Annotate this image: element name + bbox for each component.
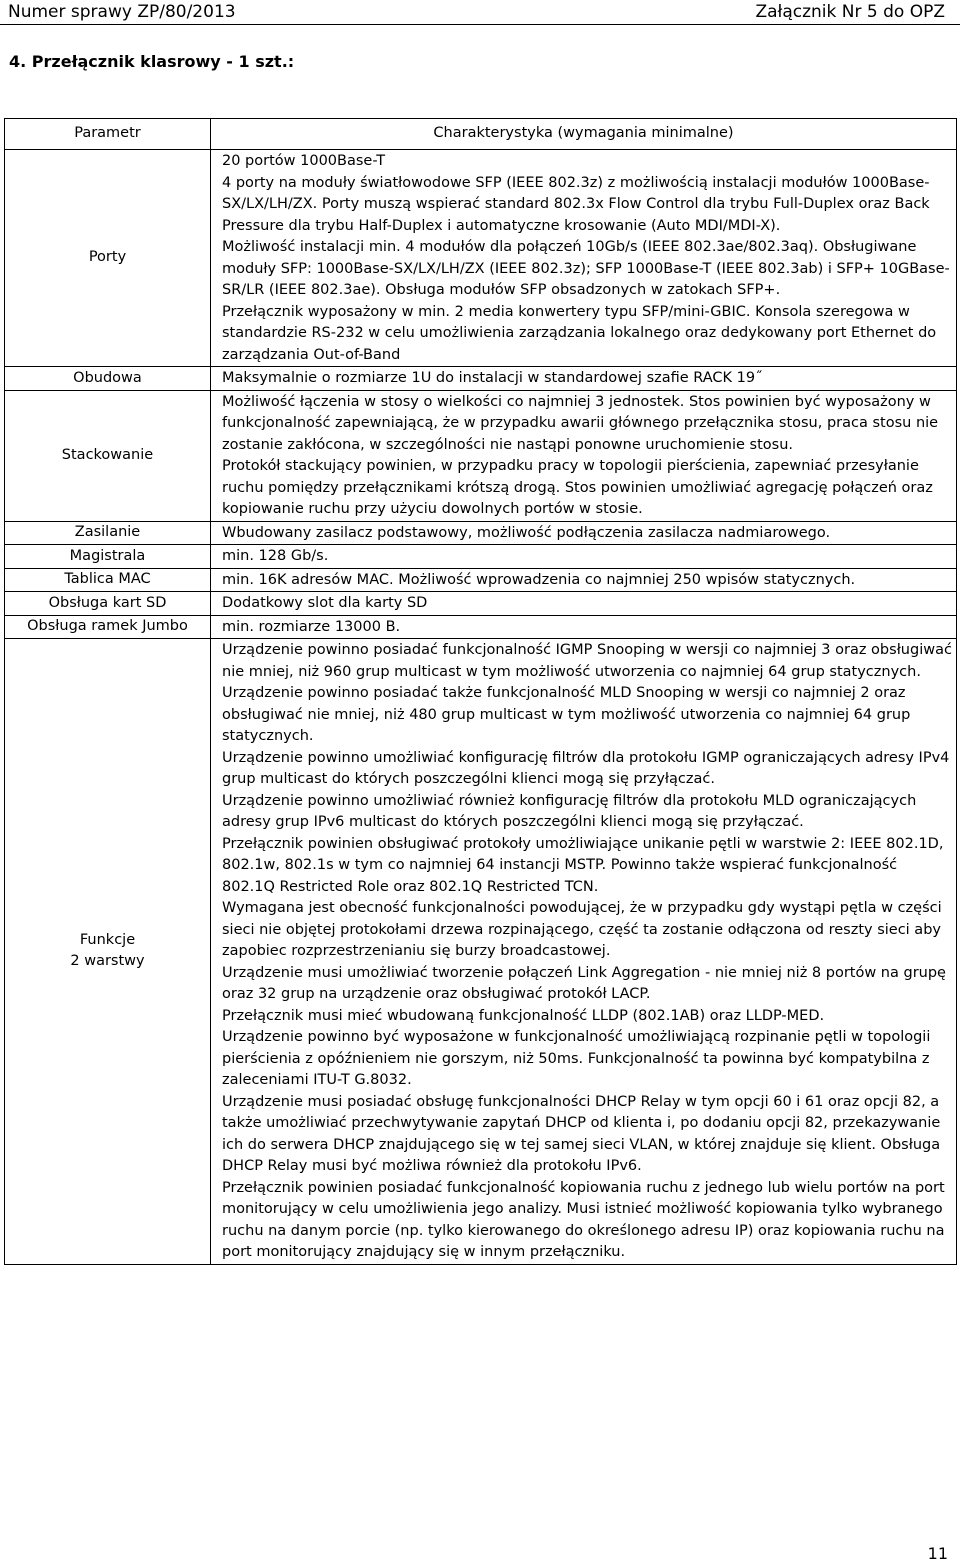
desc-paragraph: min. 16K adresów MAC. Możliwość wprowadzenia co najmniej 250 wpisów statycznych. — [222, 571, 856, 588]
desc-paragraph: min. rozmiarze 13000 B. — [222, 618, 401, 635]
desc-paragraph: Wbudowany zasilacz podstawowy, możliwość podłączenia zasilacza nadmiarowego. — [222, 524, 831, 541]
desc-paragraph: Urządzenie powinno być wyposażone w funkcjonalność umożliwiającą rozpinanie pętli w topologii pierścienia z opóźnieniem nie gorszym, niż 50ms. Funkcjonalność ta powinna być kompatybilna z zaleceniami ITU-T G.8032. — [222, 1029, 931, 1088]
param-cell — [5, 615, 211, 639]
param-label: Obsługa kart SD — [48, 594, 167, 611]
desc-cell — [211, 592, 957, 616]
desc-cell — [211, 521, 957, 545]
desc-paragraph: Wymagana jest obecność funkcjonalności powodującej, że w przypadku gdy wystąpi pętla w części sieci nie objętej protokołami drzewa rozpinającego, część ta zostanie odłączona od reszty sieci aby zapobiec rozprzestrzenianiu się burzy broadcastowej. — [222, 900, 942, 959]
desc-paragraph: Maksymalnie o rozmiarze 1U do instalacji w standardowej szafie RACK 19˝ — [222, 370, 763, 386]
param-cell — [5, 545, 211, 569]
param-cell — [5, 592, 211, 616]
desc-paragraph: Urządzenie powinno umożliwiać również konfigurację filtrów dla protokołu MLD ograniczających adresy grup IPv6 multicast do których poszczególni klienci mogą się przyłączać. — [222, 792, 917, 830]
table-header-row — [5, 119, 957, 150]
param-label: Zasilanie — [74, 524, 141, 540]
desc-paragraph: Urządzenie powinno posiadać także funkcjonalność MLD Snooping w wersji co najmniej 2 oraz obsługiwać nie mniej, niż 480 grup multicast w tym możliwość utworzenia co najmniej 64 grup statycznych. — [222, 685, 911, 744]
table-row — [5, 615, 957, 639]
desc-cell — [211, 615, 957, 639]
param-label: Funkcje — [79, 931, 136, 948]
table-row — [5, 545, 957, 569]
param-label: Porty — [88, 249, 127, 266]
table-row — [5, 521, 957, 545]
desc-cell — [211, 390, 957, 521]
param-cell — [5, 568, 211, 592]
desc-cell — [211, 367, 957, 391]
table-row — [5, 639, 957, 1265]
desc-paragraph: 20 portów 1000Base-T — [222, 153, 386, 169]
desc-paragraph: min. 128 Gb/s. — [222, 548, 329, 564]
desc-paragraph: Możliwość instalacji min. 4 modułów dla połączeń 10Gb/s (IEEE 802.3ae/802.3aq). Obsługiwane moduły SFP: 1000Base-SX/LX/LH/ZX (IEEE 802.3z); SFP 1000Base-T (IEEE 802.3ab) i SFP+ 10GBase-SR/LR (IEEE 802.3ae). Obsługa modułów SFP obsadzonych w zatokach SFP+. — [222, 239, 950, 298]
param-label: 2 warstwy — [70, 953, 145, 970]
table-row — [5, 367, 957, 391]
desc-cell — [211, 639, 957, 1265]
desc-paragraph: Urządzenie musi umożliwiać tworzenie połączeń Link Aggregation - nie mniej niż 8 portów na grupę oraz 32 grup na urządzenie oraz obsługiwać protokół LACP. — [222, 964, 946, 1002]
param-label: Magistrala — [69, 547, 146, 564]
header-param-cell: Parametr — [5, 119, 211, 150]
table-row — [5, 150, 957, 367]
desc-cell — [211, 150, 957, 367]
table-row — [5, 568, 957, 592]
table-row — [5, 592, 957, 616]
desc-paragraph: Przełącznik musi mieć wbudowaną funkcjonalność LLDP (802.1AB) oraz LLDP-MED. — [222, 1007, 825, 1024]
desc-cell — [211, 568, 957, 592]
desc-paragraph: Przełącznik powinien obsługiwać protokoły umożliwiające unikanie pętli w warstwie 2: IEEE 802.1D, 802.1w, 802.1s w tym co najmniej 64 instancji MSTP. Powinno także wspierać funkcjonalność 802.1Q Restricted Role oraz 802.1Q Restricted TCN. — [222, 835, 944, 895]
desc-paragraph: Protokół stackujący powinien, w przypadku pracy w topologii pierścienia, zapewniać przesyłanie ruchu pomiędzy przełącznikami krótszą drogą. Stos powinien umożliwiać agregację połączeń oraz kopiowanie ruchu przy użyciu dowolnych portów w stosie. — [222, 458, 933, 517]
header-desc-cell: Charakterystyka (wymagania minimalne) — [211, 119, 957, 150]
desc-cell — [211, 545, 957, 569]
param-cell — [5, 367, 211, 391]
page-header — [0, 0, 960, 25]
param-label: Tablica MAC — [64, 571, 151, 587]
desc-paragraph: Przełącznik wyposażony w min. 2 media konwertery typu SFP/mini-GBIC. Konsola szeregowa w standardzie RS-232 w celu umożliwienia zarządzania lokalnego oraz dedykowany port Ethernet do zarządzania Out-of-Band — [222, 303, 937, 363]
desc-paragraph: 4 porty na moduły światłowodowe SFP (IEEE 802.3z) z możliwością instalacji modułów 1000Base-SX/LX/LH/ZX. Porty muszą wspierać standard 802.3x Flow Control dla trybu Full-Duplex oraz Back Pressure dla trybu Half-Duplex i automatyczne krosowanie (Auto MDI/MDI-X). — [222, 174, 930, 234]
desc-paragraph: Urządzenie powinno umożliwiać konfigurację filtrów dla protokołu IGMP ograniczających adresy IPv4 grup multicast do których poszczególni klienci mogą się przyłączać. — [222, 749, 950, 787]
param-cell — [5, 639, 211, 1265]
param-cell — [5, 521, 211, 545]
page-number: 11 — [927, 1544, 948, 1563]
case-number: Numer sprawy ZP/80/2013 — [8, 2, 236, 22]
desc-paragraph: Możliwość łączenia w stosy o wielkości co najmniej 3 jednostek. Stos powinien być wyposażony w funkcjonalność zapewniającą, że w przypadku awarii głównego przełącznika stosu, praca stosu nie zostanie zakłócona, w szczególności nie nastąpi ponowne uruchomienie stosu. — [222, 393, 939, 453]
param-label: Stackowanie — [61, 446, 154, 463]
desc-paragraph: Urządzenie powinno posiadać funkcjonalność IGMP Snooping w wersji co najmniej 3 oraz obsługiwać nie mniej, niż 960 grup multicast w tym możliwość utworzenia co najmniej 64 grup statycznych. — [222, 642, 952, 680]
param-cell — [5, 390, 211, 521]
table-row — [5, 390, 957, 521]
specification-table — [4, 118, 957, 1265]
param-cell — [5, 150, 211, 367]
desc-paragraph: Urządzenie musi posiadać obsługę funkcjonalności DHCP Relay w tym opcji 60 i 61 oraz opcji 82, a także umożliwiać przechwytywanie zapytań DHCP od klienta i, po dodaniu opcji 82, przekazywanie ich do serwera DHCP znajdującego się w tej samej sieci VLAN, w której znajduje się klient. Obsługa DHCP Relay musi być możliwa również dla protokołu IPv6. — [222, 1093, 941, 1174]
param-label: Obsługa ramek Jumbo — [27, 618, 188, 634]
desc-paragraph: Dodatkowy slot dla karty SD — [222, 595, 428, 611]
desc-paragraph: Przełącznik powinien posiadać funkcjonalność kopiowania ruchu z jednego lub wielu portów na port monitorujący w celu umożliwienia jego analizy. Musi istnieć możliwość kopiowania tylko wybranego ruchu na danym porcie (np. tylko kierowanego do określonego adresu IP) oraz kopiowania ruchu na port monitorujący znajdujący się w innym przełączniku. — [222, 1179, 945, 1260]
attachment-label: Załącznik Nr 5 do OPZ — [755, 2, 945, 22]
section-heading: 4. Przełącznik klasrowy - 1 szt.: — [9, 52, 295, 71]
param-label: Obudowa — [73, 369, 142, 386]
